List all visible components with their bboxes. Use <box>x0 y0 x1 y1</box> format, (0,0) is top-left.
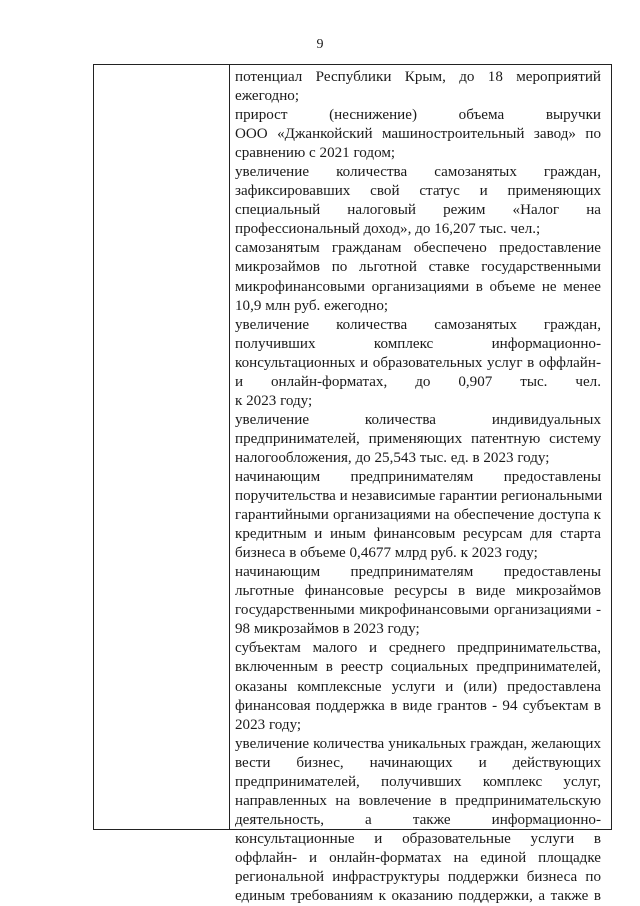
text-line: гарантийными организациями на обеспечение доступа к <box>235 507 601 524</box>
column-divider <box>229 64 230 830</box>
text-line: увеличение количества индивидуальных <box>235 411 601 428</box>
text-line: предпринимателей, применяющих патентную систему <box>235 430 601 447</box>
text-line: самозанятым гражданам обеспечено предоставление <box>235 240 601 257</box>
text-line: ежегодно; <box>235 88 300 105</box>
text-line: консультационные и образовательные услуги в <box>235 830 601 847</box>
text-line: субъектам малого и среднего предпринимательства, <box>235 640 601 657</box>
text-line: микрофинансовыми организациями в объеме не менее <box>235 278 601 295</box>
text-line: направленных на вовлечение в предпринимательскую <box>235 792 601 809</box>
text-line: региональной инфраструктуры поддержки бизнеса по <box>235 868 601 885</box>
table-right-cell <box>235 68 603 905</box>
page-number: 9 <box>316 37 324 52</box>
text-line: увеличение количества уникальных граждан, желающих <box>235 735 601 752</box>
text-line: кредитным и иным финансовым ресурсам для старта <box>235 526 601 543</box>
text-line: оказаны комплексные услуги и (или) предоставлена <box>235 678 601 695</box>
text-line: сравнению с 2021 годом; <box>235 145 396 162</box>
text-line: консультационных и образовательных услуг в оффлайн- <box>235 354 601 371</box>
text-line: включенным в реестр социальных предпринимателей, <box>235 659 601 676</box>
text-line: оффлайн- и онлайн-форматах на единой площадке <box>235 849 601 866</box>
table-left-cell <box>94 65 229 829</box>
text-line: поручительства и независимые гарантии региональными <box>235 488 603 505</box>
text-line: профессиональный доход», до 16,207 тыс. чел.; <box>235 221 541 238</box>
text-line: увеличение количества самозанятых граждан, <box>235 164 601 181</box>
text-line: 98 микрозаймов в 2023 году; <box>235 621 420 638</box>
text-line: 2023 году; <box>235 716 302 733</box>
text-line: 10,9 млн руб. ежегодно; <box>235 297 389 314</box>
text-line: единым требованиям к оказанию поддержки, а также в <box>235 888 601 905</box>
text-line: финансовая поддержка в виде грантов - 94 субъектам в <box>235 697 601 714</box>
text-line: получивших комплекс информационно- <box>235 335 601 352</box>
text-line: и онлайн-форматах, до 0,907 тыс. чел. <box>235 373 601 390</box>
text-line: вести бизнес, начинающих и действующих <box>235 754 601 771</box>
text-line: государственными микрофинансовыми организациями - <box>235 602 601 619</box>
text-line: к 2023 году; <box>235 392 313 409</box>
text-line: льготные финансовые ресурсы в виде микрозаймов <box>235 583 601 600</box>
text-line: бизнеса в объеме 0,4677 млрд руб. к 2023 году; <box>235 545 538 562</box>
text-line: увеличение количества самозанятых граждан, <box>235 316 601 333</box>
text-line: налогообложения, до 25,543 тыс. ед. в 2023 году; <box>235 449 550 466</box>
text-line: начинающим предпринимателям предоставлены <box>235 468 601 485</box>
text-line: специальный налоговый режим «Налог на <box>235 202 601 219</box>
text-line: микрозаймов по льготной ставке государственными <box>235 259 601 276</box>
text-line: начинающим предпринимателям предоставлены <box>235 564 601 581</box>
text-line: потенциал Республики Крым, до 18 мероприятий <box>235 69 601 85</box>
text-line: деятельность, а также информационно- <box>235 811 601 828</box>
text-line: ООО «Джанкойский машиностроительный завод» по <box>235 126 601 143</box>
text-line: зафиксировавших свой статус и применяющих <box>235 183 601 200</box>
text-line: предпринимателей, получивших комплекс услуг, <box>235 773 601 790</box>
text-line: прирост (неснижение) объема выручки <box>235 107 601 124</box>
